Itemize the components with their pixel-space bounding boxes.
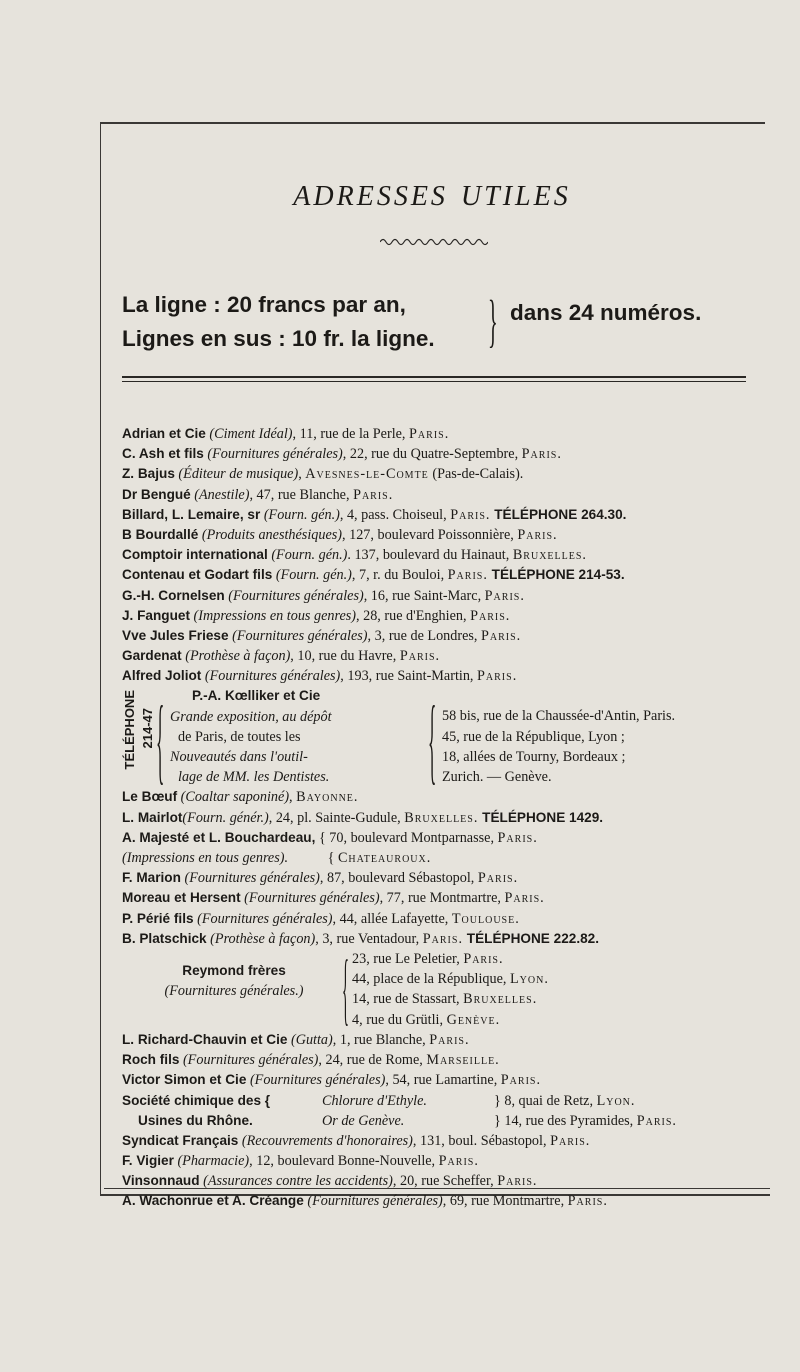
- entry-address: , 28, rue d'Enghien,: [356, 607, 471, 624]
- entry-city: Paris.: [521, 446, 562, 463]
- brace-middle: {: [428, 686, 437, 794]
- list-item-wachonrue: [122, 1191, 762, 1211]
- list-item-leboeuf: [122, 787, 762, 807]
- entry-address: ,: [298, 466, 306, 483]
- entry-address: , 87, boulevard Sébastopol,: [319, 870, 478, 887]
- entry-specialty: (Fournitures générales): [197, 910, 333, 927]
- address-line: } 8, quai de Retz,: [494, 1092, 597, 1109]
- entry-telephone: TÉLÉPHONE 1429.: [478, 809, 604, 825]
- entry-city: Chateauroux.: [337, 850, 432, 866]
- address-line: 18, allées de Tourny, Bordeaux ;: [442, 748, 626, 765]
- entry-specialty: (Coaltar saponiné): [180, 789, 290, 806]
- list-item-platschick: [122, 929, 762, 949]
- entry-city: Paris.: [497, 1173, 538, 1190]
- address-line: Zurich. — Genève.: [442, 769, 552, 786]
- entry-city: Paris.: [477, 668, 518, 685]
- list-item-koelliker: [122, 686, 762, 794]
- entry-name: L. Mairlot: [122, 809, 183, 825]
- entry-address: ,: [289, 789, 297, 806]
- entry-city: Lyon.: [596, 1092, 636, 1109]
- list-item-adrian: [122, 424, 762, 444]
- entry-name: Alfred Joliot: [122, 668, 202, 684]
- entry-city: Paris.: [409, 426, 450, 442]
- list-item-richard: [122, 1030, 762, 1050]
- koelliker-addresses: [442, 706, 675, 787]
- entry-name: C. Ash et fils: [122, 446, 204, 462]
- list-item-vigier: [122, 1151, 762, 1171]
- entry-name: Dr Bengué: [122, 486, 191, 502]
- list-item-syndicat: [122, 1131, 762, 1151]
- list-item-billard: [122, 505, 762, 525]
- entry-address: , 77, rue Montmartre,: [379, 890, 505, 907]
- entry-address: , 4, pass. Choiseul,: [339, 506, 451, 523]
- entry-specialty: (Pharmacie): [177, 1153, 250, 1170]
- entry-address: , 12, boulevard Bonne-Nouvelle,: [249, 1153, 439, 1170]
- list-item-gardenat: [122, 646, 762, 666]
- list-item-majeste: [122, 828, 762, 848]
- entry-name: Société chimique des {: [122, 1092, 271, 1108]
- entry-address: . 137, boulevard du Hainaut,: [347, 547, 513, 564]
- entry-address: , 54, rue Lamartine,: [385, 1072, 501, 1089]
- list-item-mairlot: [122, 808, 762, 828]
- entry-specialty: (Fournitures générales): [249, 1072, 386, 1089]
- entry-address: , 69, rue Montmartre,: [442, 1193, 568, 1210]
- entry-city: Paris.: [353, 486, 394, 503]
- entry-name: Vinsonnaud: [122, 1173, 200, 1189]
- entry-city: Paris.: [497, 829, 538, 846]
- entry-specialty: (Fournitures générales): [307, 1193, 443, 1210]
- brace-left: {: [342, 944, 349, 1033]
- societe-name: [122, 1091, 270, 1131]
- entry-city: Paris.: [422, 930, 463, 947]
- entry-city: Paris.: [636, 1112, 677, 1129]
- brace-left: {: [156, 686, 165, 794]
- entry-specialty: (Fournitures générales): [184, 870, 320, 887]
- list-item-vinsonnaud: [122, 1171, 762, 1191]
- entry-specialty: Or de Genève.: [322, 1112, 405, 1129]
- entry-city: Paris.: [477, 870, 519, 887]
- entry-address: , 131, boul. Sébastopol,: [412, 1132, 551, 1149]
- entry-region: (Pas-de-Calais).: [428, 466, 524, 483]
- description-line: Nouveautés dans l'outil-: [170, 749, 308, 766]
- entry-address: , 127, boulevard Poissonnière,: [342, 526, 518, 543]
- entry-name: A. Majesté et L. Bouchardeau,: [122, 829, 316, 845]
- entry-name: Usines du Rhône.: [138, 1112, 253, 1128]
- entry-city: Marseille.: [426, 1052, 500, 1069]
- list-item-ash: [122, 444, 762, 464]
- entry-city: Paris.: [484, 587, 525, 604]
- entry-city: Paris.: [550, 1132, 591, 1149]
- list-item-moreau: [122, 888, 762, 908]
- list-item-roch: [122, 1050, 762, 1070]
- entry-city: Paris.: [450, 506, 491, 523]
- entry-specialty: (Éditeur de musique): [178, 466, 299, 483]
- entry-address: , 24, rue de Rome,: [318, 1052, 427, 1069]
- entry-specialty: (Ciment Idéal): [209, 426, 293, 442]
- entry-specialty: Chlorure d'Ethyle.: [322, 1092, 427, 1109]
- entry-name: L. Richard-Chauvin et Cie: [122, 1031, 288, 1047]
- reymond-name: [122, 961, 346, 1001]
- entry-specialty: (Prothèse à façon): [210, 930, 316, 947]
- entry-telephone: TÉLÉPHONE 222.82.: [463, 930, 599, 946]
- entry-name: Roch fils: [122, 1052, 180, 1068]
- list-item-bourdalle: [122, 525, 762, 545]
- entry-address: , 20, rue Scheffer,: [392, 1173, 498, 1190]
- entry-name: F. Marion: [122, 870, 181, 886]
- entry-specialty: (Fournitures générales): [232, 627, 368, 644]
- entry-address: , 7, r. du Bouloi,: [351, 567, 448, 584]
- entry-name: Reymond frères: [182, 962, 286, 978]
- address-line: 58 bis, rue de la Chaussée-d'Antin, Paris.: [442, 708, 676, 725]
- entry-address: , 3, rue de Londres,: [367, 627, 481, 644]
- entry-city: Genève.: [446, 1011, 501, 1028]
- entry-name: Comptoir international: [122, 547, 268, 563]
- list-item-bengue: [122, 485, 762, 505]
- entry-name: Moreau et Hersent: [122, 890, 241, 906]
- entry-name: P. Périé fils: [122, 910, 194, 926]
- entry-city: Paris.: [463, 950, 504, 967]
- entry-specialty: (Fournitures générales): [182, 1052, 319, 1069]
- entry-city: Paris.: [399, 648, 441, 665]
- entry-name: Vve Jules Friese: [122, 627, 229, 643]
- tariff-frequency: dans 24 numéros.: [510, 300, 702, 325]
- entry-city: Bruxelles.: [463, 991, 538, 1008]
- entry-city: Paris.: [470, 607, 511, 624]
- entry-name: Syndicat Français: [122, 1132, 239, 1148]
- entry-name: Victor Simon et Cie: [122, 1072, 247, 1088]
- entry-specialty: (Assurances contre les accidents): [203, 1173, 393, 1190]
- list-item-bajus: [122, 464, 762, 484]
- list-item-societe: [122, 1091, 762, 1131]
- entry-address: , 24, pl. Sainte-Gudule,: [268, 809, 405, 826]
- tariff-brace: }: [488, 288, 498, 353]
- entry-address: , 193, rue Saint-Martin,: [340, 668, 478, 685]
- entry-name: Z. Bajus: [122, 466, 175, 482]
- entry-specialty: (Fournitures générales): [204, 668, 341, 685]
- description-line: Grande exposition, au dépôt: [170, 708, 332, 725]
- tariff-line-1: La ligne : 20 francs par an,: [122, 292, 406, 317]
- entry-address: , 16, rue Saint-Marc,: [363, 587, 485, 604]
- telephone-label: TÉLÉPHONE: [122, 690, 137, 770]
- list-item-contenau: [122, 565, 762, 585]
- entry-telephone: TÉLÉPHONE 264.30.: [490, 506, 627, 522]
- entry-address: , 10, rue du Havre,: [290, 648, 400, 665]
- list-item-majeste-2: [122, 848, 762, 868]
- page-title: adresses utiles: [293, 169, 571, 214]
- entry-city: Bruxelles.: [404, 809, 479, 826]
- address-line: 4, rue du Grütli,: [352, 1011, 447, 1028]
- entry-city: Avesnes-le-Comte: [305, 466, 429, 483]
- entry-name: Le Bœuf: [122, 789, 178, 805]
- entry-specialty: (Fournitures générales): [228, 587, 364, 604]
- entry-name: Gardenat: [122, 648, 182, 664]
- societe-products: [322, 1091, 427, 1131]
- entry-city: Paris.: [447, 567, 488, 584]
- tariff-line-2: Lignes en sus : 10 fr. la ligne.: [122, 326, 435, 351]
- entry-city: Toulouse.: [451, 910, 520, 927]
- entry-specialty: (Anestile): [194, 486, 250, 503]
- koelliker-telephone: [120, 690, 160, 786]
- list-item-reymond: [122, 944, 762, 1033]
- entry-city: Paris.: [504, 890, 545, 907]
- koelliker-description: [170, 686, 440, 794]
- entry-address: , 11, rue de la Perle,: [292, 426, 410, 442]
- entry-name: B. Platschick: [122, 930, 207, 946]
- entry-city: Paris.: [500, 1072, 542, 1089]
- list-item-marion: [122, 868, 762, 888]
- entry-specialty: (Fourn. génér.): [182, 809, 269, 826]
- list-item-fanguet: [122, 606, 762, 626]
- societe-addresses: [494, 1091, 677, 1131]
- entry-address: { 70, boulevard Montparnasse,: [315, 829, 498, 846]
- entry-name: Contenau et Godart fils: [122, 567, 273, 583]
- entry-name: P.-A. Kœlliker et Cie: [192, 688, 321, 704]
- entry-specialty: (Prothèse à façon): [185, 648, 291, 665]
- address-line: 23, rue Le Peletier,: [352, 950, 464, 967]
- entry-name: B Bourdallé: [122, 526, 199, 542]
- entry-specialty: (Fournitures générales.): [164, 983, 304, 1000]
- entry-specialty: (Produits anesthésiques): [201, 526, 342, 543]
- entry-name: A. Wachonrue et A. Créange: [122, 1193, 304, 1209]
- entry-name: Adrian et Cie: [122, 426, 206, 441]
- entry-city: Paris.: [438, 1153, 479, 1170]
- entry-specialty: (Fournitures générales): [207, 446, 343, 463]
- entry-city: Paris.: [567, 1193, 608, 1210]
- entry-city: Lyon.: [509, 971, 549, 988]
- entry-address: {: [324, 850, 338, 866]
- entry-city: Paris.: [481, 627, 522, 644]
- list-item-simon: [122, 1070, 762, 1090]
- address-line: 45, rue de la République, Lyon ;: [442, 728, 625, 745]
- address-line: 44, place de la République,: [352, 971, 510, 988]
- list-item-perie: [122, 909, 762, 929]
- entry-specialty: (Impressions en tous genres).: [122, 850, 289, 866]
- entry-specialty: (Gutta): [290, 1031, 333, 1048]
- entry-address: , 3, rue Ventadour,: [315, 930, 423, 947]
- divider-rule-thin: [122, 381, 746, 382]
- address-list: [122, 424, 762, 1212]
- entry-name: F. Vigier: [122, 1153, 174, 1169]
- description-line: de Paris, de toutes les: [178, 728, 301, 745]
- address-line: 14, rue de Stassart,: [352, 991, 464, 1008]
- flourish-ornament: [380, 236, 488, 248]
- entry-address: , 22, rue du Quatre-Septembre,: [342, 446, 522, 463]
- list-item-cornelsen: [122, 586, 762, 606]
- entry-name: J. Fanguet: [122, 607, 190, 623]
- entry-address: , 1, rue Blanche,: [332, 1031, 430, 1048]
- entry-city: Paris.: [429, 1031, 470, 1048]
- entry-address: , 47, rue Blanche,: [249, 486, 354, 503]
- list-item-comptoir: [122, 545, 762, 565]
- tariff-block: [122, 288, 435, 356]
- list-item-joliot: [122, 666, 762, 686]
- entry-name: Billard, L. Lemaire, sr: [122, 506, 261, 522]
- entry-name: G.-H. Cornelsen: [122, 587, 225, 603]
- list-item-friese: [122, 626, 762, 646]
- entry-specialty: (Fournitures générales): [244, 890, 380, 907]
- telephone-number: 214-47: [140, 708, 155, 749]
- divider-rule: [122, 376, 746, 378]
- entry-specialty: (Fourn. gén.): [263, 506, 340, 523]
- entry-specialty: (Recouvrements d'honoraires): [241, 1132, 413, 1149]
- reymond-addresses: [352, 949, 549, 1030]
- entry-specialty: (Impressions en tous genres): [193, 607, 357, 624]
- address-line: } 14, rue des Pyramides,: [494, 1112, 637, 1129]
- description-line: lage de MM. les Dentistes.: [178, 769, 330, 786]
- entry-city: Bruxelles.: [512, 547, 587, 564]
- entry-city: Bayonne.: [296, 789, 359, 806]
- entry-telephone: TÉLÉPHONE 214-53.: [487, 567, 625, 583]
- entry-city: Paris.: [517, 526, 558, 543]
- entry-specialty: (Fourn. gén.): [267, 547, 348, 564]
- entry-specialty: (Fourn. gén.): [272, 567, 352, 584]
- entry-address: , 44, allée Lafayette,: [332, 910, 452, 927]
